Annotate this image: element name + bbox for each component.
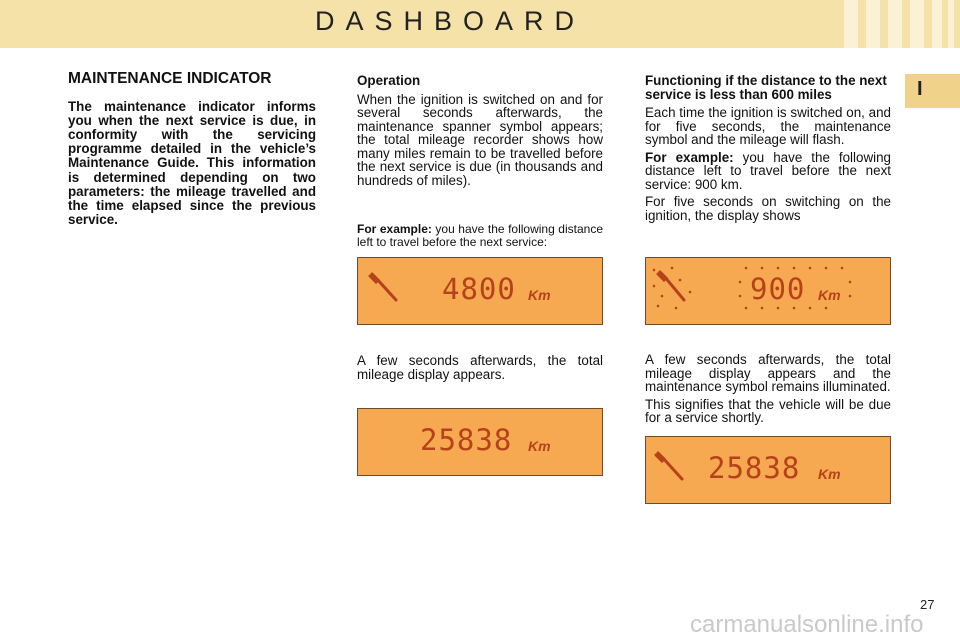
display-unit: Km xyxy=(818,466,841,482)
middle-column xyxy=(357,74,603,191)
page-number: 27 xyxy=(920,597,935,612)
odometer-display-total xyxy=(357,408,603,476)
spanner-icon xyxy=(368,270,402,306)
display-shows-paragraph: For five seconds on switching on the ignition, the display shows xyxy=(645,194,891,223)
example-text: you have the following distance left to travel before the next service: 900 km. xyxy=(645,149,891,192)
section-title: MAINTENANCE INDICATOR xyxy=(68,70,272,87)
right-column xyxy=(645,74,891,226)
functioning-paragraph: Each time the ignition is switched on, and for five seconds, the maintenance symbol and the mileage will flash. xyxy=(645,105,891,147)
right-after xyxy=(645,353,891,429)
odometer-display-4800 xyxy=(357,257,603,325)
intro-paragraph: The maintenance indicator informs you when the next service is due, in conformity with the servicing programme detailed in the vehicle’s Maintenance Guide. This information is determined depending on two parameters: the mileage travelled and the time elapsed since the previous service. xyxy=(68,98,316,228)
left-column xyxy=(68,72,316,231)
example-label: For example: xyxy=(645,149,734,165)
display-unit: Km xyxy=(528,438,551,454)
service-due-paragraph: This signifies that the vehicle will be due for a service shortly. xyxy=(645,396,891,425)
chapter-tab xyxy=(905,74,960,108)
spanner-icon xyxy=(654,449,688,485)
display-unit: Km xyxy=(528,287,551,303)
chapter-tab-label: I xyxy=(917,78,923,100)
example-text: you have the following distance left to travel before the next service: xyxy=(357,222,603,249)
page-header xyxy=(0,0,960,48)
example-label: For example: xyxy=(357,222,432,236)
afterwards-paragraph: A few seconds afterwards, the total mileage display appears. xyxy=(357,353,603,382)
display-digits: 25838 xyxy=(420,423,513,457)
middle-example xyxy=(357,223,603,252)
afterwards-paragraph: A few seconds afterwards, the total mileage display appears and the maintenance symbol remains illuminated. xyxy=(645,352,891,394)
odometer-display-flashing xyxy=(645,257,891,325)
operation-heading: Operation xyxy=(357,73,421,88)
display-digits: 900 xyxy=(750,272,806,306)
header-stripes xyxy=(830,0,960,48)
odometer-display-with-spanner xyxy=(645,436,891,504)
display-unit: Km xyxy=(818,287,841,303)
watermark: carmanualsonline.info xyxy=(690,611,924,638)
display-digits: 25838 xyxy=(708,451,801,485)
operation-paragraph: When the ignition is switched on and for several seconds afterwards, the maintenance spanner symbol appears; the total mileage recorder shows how many miles remain to be travelled before the next service is due (in thousands and hundreds of miles). xyxy=(357,91,603,188)
functioning-heading: Functioning if the distance to the next service is less than 600 miles xyxy=(645,73,887,102)
display-digits: 4800 xyxy=(442,272,516,306)
page-title: DASHBOARD xyxy=(314,6,586,36)
middle-after xyxy=(357,354,603,385)
flashing-spanner-icon xyxy=(650,262,694,312)
